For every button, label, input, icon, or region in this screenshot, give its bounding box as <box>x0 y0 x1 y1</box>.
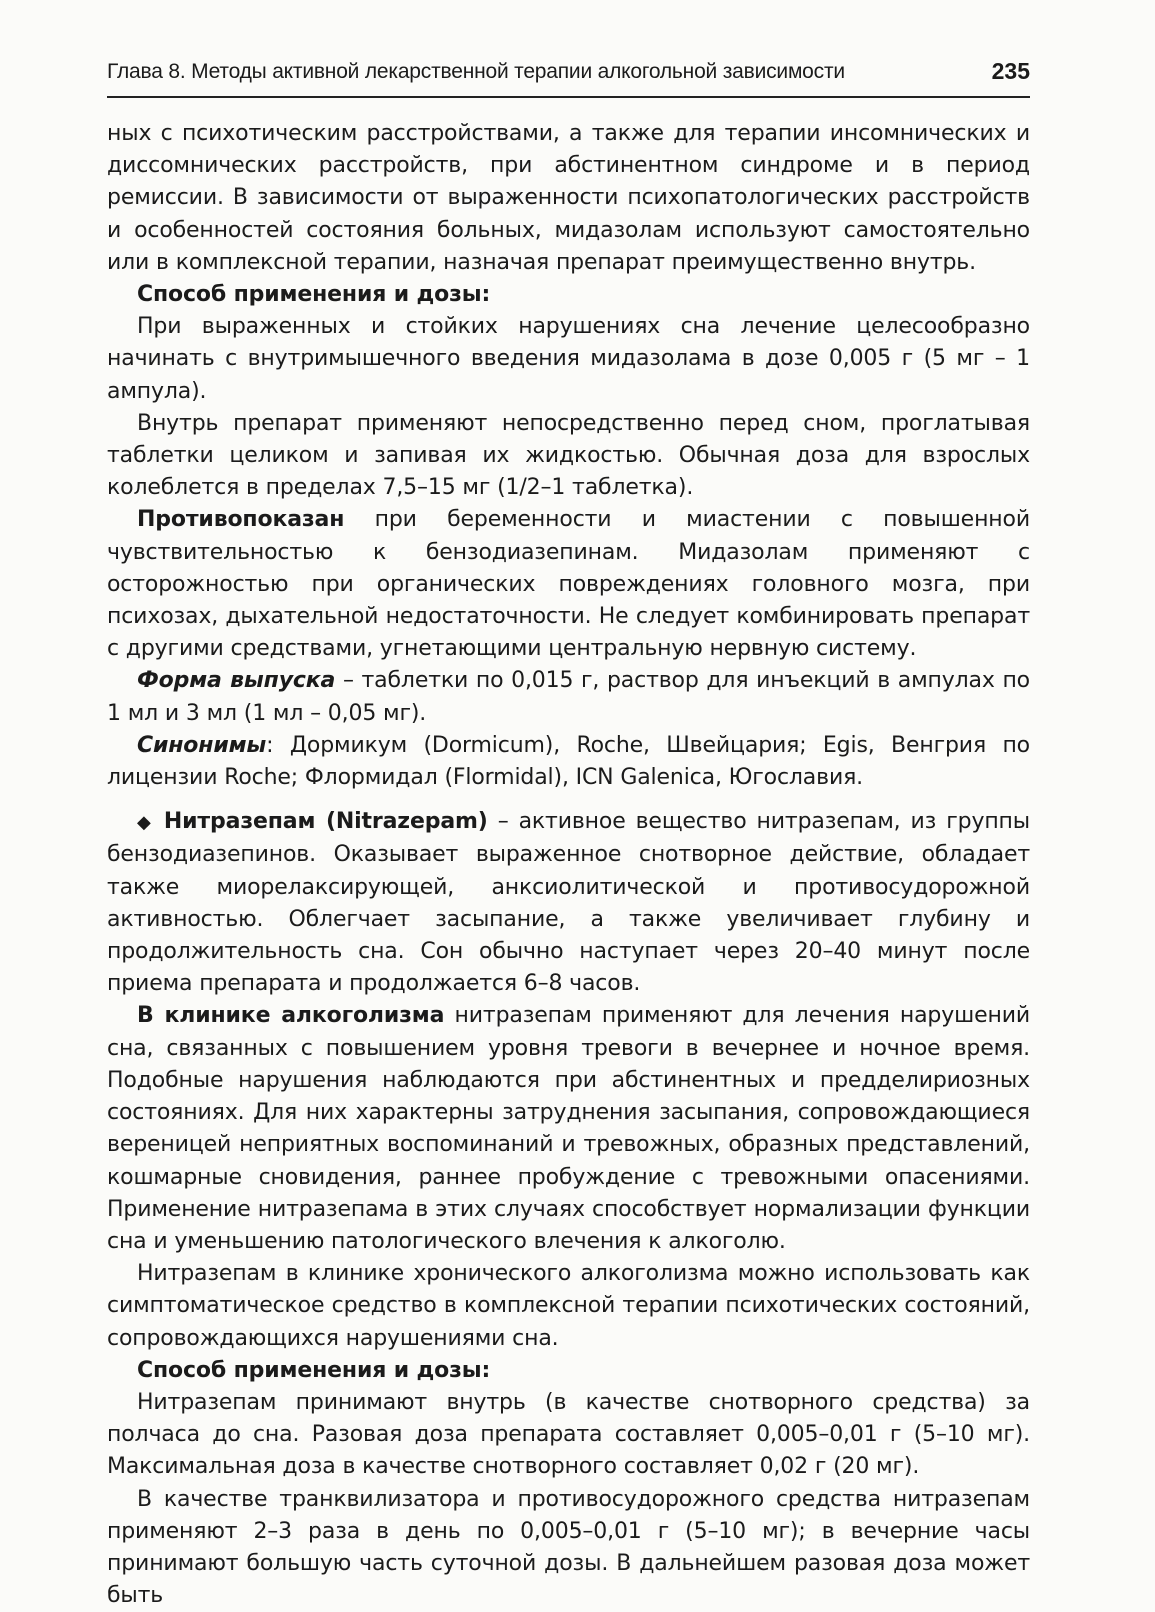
release-form-text: – таблетки по 0,015 г, раствор для инъекций в ампулах по 1 мл и 3 мл (1 мл – 0,05 мг). <box>107 668 1030 726</box>
drug-description: – активное вещество нитразепам, из группы бензодиазепинов. Оказывает выраженное снотворное действие, обладает также миорелаксирующей, анксиолитической и противосудорожной активностью. Облегчает засыпание, а также увеличивает глубину и продолжительность сна. Сон обычно наступает через 20–40 минут после приема препарата и продолжается 6–8 часов. <box>107 809 1031 997</box>
paragraph-im-dosage: При выраженных и стойких нарушениях сна лечение целесообразно начинать с внутримышечного введения мидазолама в дозе 0,005 г (5 мг – 1 ампула). <box>107 314 1030 404</box>
paragraph-alcoholism-clinic <box>107 1000 1030 1258</box>
page-number: 235 <box>991 58 1030 84</box>
diamond-bullet-icon: ◆ <box>137 812 154 834</box>
paragraph-contraindications <box>107 504 1030 665</box>
paragraph-oral-dosage: Внутрь препарат применяют непосредственно перед сном, проглатывая таблетки целиком и запивая их жидкостью. Обычная доза для взрослых колеблется в пределах 7,5–15 мг (1/2–1 таблетка). <box>107 410 1030 501</box>
heading-text-2: Способ применения и дозы: <box>137 1357 491 1383</box>
paragraph-release-form <box>107 665 1030 729</box>
synonyms-label: Синонимы <box>137 732 267 758</box>
alcoholism-clinic-label: В клинике алкоголизма <box>137 1003 445 1029</box>
section-heading-dosage <box>107 279 1030 311</box>
contraindications-text: при беременности и миастении с повышенной чувствительностью к бензодиазепинам. Мидазолам применяют с осторожностью при органических повреждениях головного мозга, при психозах, дыхательной недостаточности. Не следует комбинировать препарат с другими средствами, угнетающими центральную нервную систему. <box>107 507 1030 662</box>
paragraph-hypnotic-dosage: Нитразепам принимают внутрь (в качестве снотворного средства) за полчаса до сна. Разовая доза препарата составляет 0,005–0,01 г (5–10 мг). Максимальная доза в качестве снотворного составляет 0,02 г (20 мг). <box>107 1389 1030 1480</box>
paragraph-continuation: ных с психотическим расстройствами, а также для терапии инсомнических и диссомнических расстройств, при абстинентном синдроме и в период ремиссии. В зависимости от выраженности психопатологических расстройств и особенностей состояния больных, мидазолам используют самостоятельно или в комплексной терапии, назначая препарат преимущественно внутрь. <box>107 121 1030 275</box>
paragraph-synonyms <box>107 730 1030 794</box>
section-heading-dosage-2 <box>107 1355 1030 1387</box>
page-body <box>107 118 1030 1612</box>
alcoholism-clinic-text: нитразепам применяют для лечения нарушений сна, связанных с повышением уровня тревоги в вечернее и ночное время. Подобные нарушения наблюдаются при абстинентных и предделириозных состояниях. Для них характерны затруднения засыпания, сопровождающиеся вереницей неприятных воспоминаний и тревожных, образных представлений, кошмарные сновидения, раннее пробуждение с тревожными опасениями. Применение нитразепама в этих случаях способствует нормализации функции сна и уменьшению патологического влечения к алкоголю. <box>107 1003 1031 1254</box>
paragraph-nitrazepam-intro <box>107 806 1030 1000</box>
running-header <box>107 58 1030 98</box>
release-form-label: Форма выпуска <box>137 668 336 694</box>
contraindications-label: Противопоказан <box>137 507 345 533</box>
paragraph-tranquilizer-dosage: В качестве транквилизатора и противосудорожного средства нитразепам применяют 2–3 раза в день по 0,005–0,01 г (5–10 мг); в вечерние часы принимают большую часть суточной дозы. В дальнейшем разовая доза может быть <box>107 1486 1030 1609</box>
chapter-title: Глава 8. Методы активной лекарственной терапии алкогольной зависимости <box>107 60 845 83</box>
drug-name: Нитразепам (Nitrazepam) <box>163 809 488 835</box>
paragraph-chronic-use: Нитразепам в клинике хронического алкоголизма можно использовать как симптоматическое средство в комплексной терапии психотических состояний, сопровождающихся нарушениями сна. <box>107 1261 1030 1351</box>
synonyms-text: : Дормикум (Dormicum), Roche, Швейцария; Egis, Венгрия по лицензии Roche; Флормидал (Flormidal), ICN Galenica, Югославия. <box>107 732 1030 791</box>
heading-text: Способ применения и дозы: <box>137 282 491 308</box>
